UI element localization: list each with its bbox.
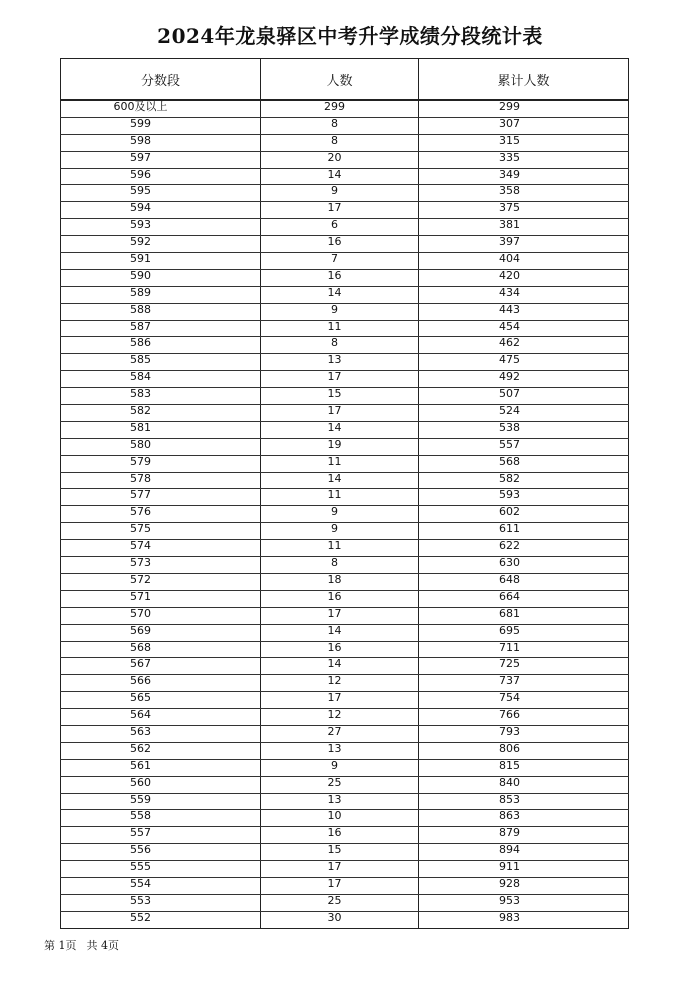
cell-score-range: 569 xyxy=(61,624,261,641)
cell-score-range: 591 xyxy=(61,253,261,270)
table-row xyxy=(61,202,629,219)
cell-score-range: 589 xyxy=(61,286,261,303)
table-header-row xyxy=(61,59,629,101)
cell-score-range: 586 xyxy=(61,337,261,354)
table-row xyxy=(61,168,629,185)
cell-count: 14 xyxy=(261,472,419,489)
cell-count: 11 xyxy=(261,320,419,337)
cell-score-range: 596 xyxy=(61,168,261,185)
table-row xyxy=(61,827,629,844)
cell-score-range: 566 xyxy=(61,675,261,692)
cell-score-range: 598 xyxy=(61,134,261,151)
cell-count: 14 xyxy=(261,624,419,641)
cell-score-range: 588 xyxy=(61,303,261,320)
cell-count: 25 xyxy=(261,894,419,911)
cell-cumulative: 953 xyxy=(419,894,629,911)
table-row xyxy=(61,675,629,692)
cell-score-range: 594 xyxy=(61,202,261,219)
table-body xyxy=(61,100,629,928)
cell-cumulative: 983 xyxy=(419,911,629,928)
table-row xyxy=(61,269,629,286)
cell-count: 10 xyxy=(261,810,419,827)
header-score-range: 分数段 xyxy=(61,59,261,101)
table-row xyxy=(61,590,629,607)
cell-cumulative: 475 xyxy=(419,354,629,371)
table-row xyxy=(61,421,629,438)
cell-count: 9 xyxy=(261,303,419,320)
cell-count: 6 xyxy=(261,219,419,236)
cell-count: 17 xyxy=(261,202,419,219)
cell-score-range: 557 xyxy=(61,827,261,844)
table-row xyxy=(61,134,629,151)
table-row xyxy=(61,489,629,506)
cell-score-range: 559 xyxy=(61,793,261,810)
table-row xyxy=(61,793,629,810)
cell-count: 13 xyxy=(261,793,419,810)
cell-cumulative: 381 xyxy=(419,219,629,236)
table-row xyxy=(61,607,629,624)
cell-count: 16 xyxy=(261,269,419,286)
table-row xyxy=(61,641,629,658)
cell-cumulative: 420 xyxy=(419,269,629,286)
table-row xyxy=(61,117,629,134)
cell-cumulative: 664 xyxy=(419,590,629,607)
table-row xyxy=(61,337,629,354)
table-row xyxy=(61,151,629,168)
cell-score-range: 595 xyxy=(61,185,261,202)
cell-count: 16 xyxy=(261,236,419,253)
page-total: 共 4页 xyxy=(86,939,119,952)
cell-cumulative: 911 xyxy=(419,861,629,878)
cell-score-range: 599 xyxy=(61,117,261,134)
cell-cumulative: 711 xyxy=(419,641,629,658)
cell-score-range: 597 xyxy=(61,151,261,168)
table-row xyxy=(61,742,629,759)
cell-cumulative: 492 xyxy=(419,371,629,388)
table-row xyxy=(61,506,629,523)
cell-score-range: 556 xyxy=(61,844,261,861)
cell-score-range: 592 xyxy=(61,236,261,253)
cell-count: 16 xyxy=(261,641,419,658)
cell-score-range: 578 xyxy=(61,472,261,489)
page-footer xyxy=(44,937,119,953)
cell-count: 14 xyxy=(261,286,419,303)
cell-count: 14 xyxy=(261,168,419,185)
cell-cumulative: 840 xyxy=(419,776,629,793)
table-row xyxy=(61,371,629,388)
cell-cumulative: 375 xyxy=(419,202,629,219)
cell-score-range: 562 xyxy=(61,742,261,759)
cell-count: 16 xyxy=(261,827,419,844)
cell-cumulative: 815 xyxy=(419,759,629,776)
cell-score-range: 582 xyxy=(61,405,261,422)
cell-count: 8 xyxy=(261,337,419,354)
cell-cumulative: 538 xyxy=(419,421,629,438)
cell-count: 14 xyxy=(261,658,419,675)
page-title: 2024年龙泉驿区中考升学成绩分段统计表 xyxy=(157,24,543,48)
cell-count: 299 xyxy=(261,100,419,117)
cell-cumulative: 602 xyxy=(419,506,629,523)
cell-count: 11 xyxy=(261,540,419,557)
cell-score-range: 587 xyxy=(61,320,261,337)
table-row xyxy=(61,455,629,472)
cell-cumulative: 557 xyxy=(419,438,629,455)
table-row xyxy=(61,286,629,303)
cell-count: 18 xyxy=(261,573,419,590)
cell-cumulative: 630 xyxy=(419,557,629,574)
table-row xyxy=(61,354,629,371)
table-row xyxy=(61,658,629,675)
table-row xyxy=(61,709,629,726)
cell-cumulative: 335 xyxy=(419,151,629,168)
table-row xyxy=(61,523,629,540)
table-row xyxy=(61,624,629,641)
cell-cumulative: 766 xyxy=(419,709,629,726)
cell-score-range: 565 xyxy=(61,692,261,709)
cell-count: 17 xyxy=(261,861,419,878)
cell-cumulative: 793 xyxy=(419,725,629,742)
cell-score-range: 584 xyxy=(61,371,261,388)
cell-score-range: 575 xyxy=(61,523,261,540)
table-row xyxy=(61,253,629,270)
cell-cumulative: 622 xyxy=(419,540,629,557)
cell-count: 17 xyxy=(261,607,419,624)
table-row xyxy=(61,759,629,776)
cell-score-range: 572 xyxy=(61,573,261,590)
table-row xyxy=(61,911,629,928)
cell-cumulative: 349 xyxy=(419,168,629,185)
cell-count: 11 xyxy=(261,489,419,506)
cell-score-range: 580 xyxy=(61,438,261,455)
cell-cumulative: 725 xyxy=(419,658,629,675)
cell-cumulative: 695 xyxy=(419,624,629,641)
cell-count: 11 xyxy=(261,455,419,472)
table-row xyxy=(61,472,629,489)
cell-score-range: 564 xyxy=(61,709,261,726)
table-row xyxy=(61,540,629,557)
cell-score-range: 561 xyxy=(61,759,261,776)
cell-score-range: 555 xyxy=(61,861,261,878)
header-count: 人数 xyxy=(261,59,419,101)
cell-count: 9 xyxy=(261,759,419,776)
cell-cumulative: 404 xyxy=(419,253,629,270)
cell-count: 19 xyxy=(261,438,419,455)
cell-cumulative: 358 xyxy=(419,185,629,202)
cell-count: 13 xyxy=(261,354,419,371)
table-row xyxy=(61,219,629,236)
cell-count: 25 xyxy=(261,776,419,793)
cell-count: 8 xyxy=(261,117,419,134)
cell-count: 30 xyxy=(261,911,419,928)
cell-cumulative: 681 xyxy=(419,607,629,624)
cell-score-range: 585 xyxy=(61,354,261,371)
cell-cumulative: 507 xyxy=(419,388,629,405)
cell-cumulative: 299 xyxy=(419,100,629,117)
cell-cumulative: 397 xyxy=(419,236,629,253)
cell-cumulative: 737 xyxy=(419,675,629,692)
table-row xyxy=(61,100,629,117)
cell-cumulative: 462 xyxy=(419,337,629,354)
cell-cumulative: 582 xyxy=(419,472,629,489)
cell-cumulative: 434 xyxy=(419,286,629,303)
cell-count: 13 xyxy=(261,742,419,759)
cell-cumulative: 928 xyxy=(419,877,629,894)
table-row xyxy=(61,388,629,405)
table-row xyxy=(61,320,629,337)
table-row xyxy=(61,405,629,422)
cell-cumulative: 806 xyxy=(419,742,629,759)
cell-count: 12 xyxy=(261,675,419,692)
cell-count: 17 xyxy=(261,371,419,388)
cell-cumulative: 593 xyxy=(419,489,629,506)
table-row xyxy=(61,185,629,202)
cell-cumulative: 443 xyxy=(419,303,629,320)
cell-score-range: 581 xyxy=(61,421,261,438)
cell-score-range: 573 xyxy=(61,557,261,574)
cell-count: 9 xyxy=(261,185,419,202)
cell-cumulative: 863 xyxy=(419,810,629,827)
table-row xyxy=(61,810,629,827)
cell-cumulative: 315 xyxy=(419,134,629,151)
cell-score-range: 568 xyxy=(61,641,261,658)
cell-count: 15 xyxy=(261,388,419,405)
cell-score-range: 577 xyxy=(61,489,261,506)
cell-count: 15 xyxy=(261,844,419,861)
table-row xyxy=(61,776,629,793)
cell-count: 17 xyxy=(261,692,419,709)
cell-score-range: 600及以上 xyxy=(61,100,261,117)
cell-score-range: 560 xyxy=(61,776,261,793)
cell-cumulative: 754 xyxy=(419,692,629,709)
cell-count: 12 xyxy=(261,709,419,726)
cell-score-range: 574 xyxy=(61,540,261,557)
cell-count: 27 xyxy=(261,725,419,742)
cell-cumulative: 568 xyxy=(419,455,629,472)
cell-cumulative: 648 xyxy=(419,573,629,590)
cell-score-range: 570 xyxy=(61,607,261,624)
cell-count: 17 xyxy=(261,877,419,894)
table-row xyxy=(61,861,629,878)
cell-score-range: 593 xyxy=(61,219,261,236)
table-row xyxy=(61,573,629,590)
cell-count: 17 xyxy=(261,405,419,422)
table-row xyxy=(61,877,629,894)
table-row xyxy=(61,557,629,574)
cell-score-range: 576 xyxy=(61,506,261,523)
cell-count: 9 xyxy=(261,506,419,523)
cell-count: 16 xyxy=(261,590,419,607)
cell-cumulative: 307 xyxy=(419,117,629,134)
cell-cumulative: 524 xyxy=(419,405,629,422)
cell-score-range: 558 xyxy=(61,810,261,827)
cell-count: 9 xyxy=(261,523,419,540)
table-row xyxy=(61,844,629,861)
cell-score-range: 552 xyxy=(61,911,261,928)
cell-score-range: 567 xyxy=(61,658,261,675)
cell-score-range: 553 xyxy=(61,894,261,911)
table-row xyxy=(61,894,629,911)
header-cumulative: 累计人数 xyxy=(419,59,629,101)
table-row xyxy=(61,236,629,253)
cell-score-range: 579 xyxy=(61,455,261,472)
cell-score-range: 571 xyxy=(61,590,261,607)
cell-count: 14 xyxy=(261,421,419,438)
table-row xyxy=(61,303,629,320)
cell-count: 8 xyxy=(261,557,419,574)
cell-cumulative: 853 xyxy=(419,793,629,810)
cell-score-range: 583 xyxy=(61,388,261,405)
cell-score-range: 590 xyxy=(61,269,261,286)
cell-cumulative: 894 xyxy=(419,844,629,861)
table-row xyxy=(61,725,629,742)
cell-cumulative: 611 xyxy=(419,523,629,540)
table-row xyxy=(61,692,629,709)
cell-score-range: 554 xyxy=(61,877,261,894)
score-distribution-table xyxy=(60,58,629,929)
cell-cumulative: 454 xyxy=(419,320,629,337)
cell-score-range: 563 xyxy=(61,725,261,742)
cell-count: 8 xyxy=(261,134,419,151)
page-number: 第 1页 xyxy=(44,939,77,952)
cell-count: 7 xyxy=(261,253,419,270)
table-row xyxy=(61,438,629,455)
cell-cumulative: 879 xyxy=(419,827,629,844)
cell-count: 20 xyxy=(261,151,419,168)
